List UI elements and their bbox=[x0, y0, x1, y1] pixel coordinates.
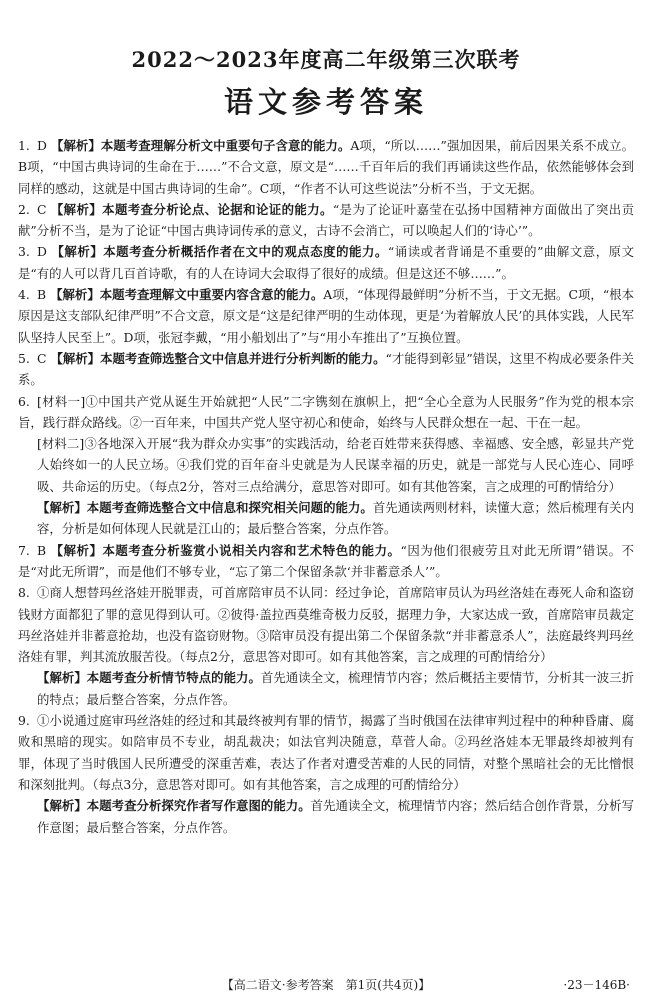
item-number: 5. bbox=[18, 350, 30, 366]
analysis-text: “才能得到彰显”错误，这里不构成必要条件关系。 bbox=[18, 350, 635, 388]
analysis-text: “因为他们很疲劳且对此无所谓”错误。不是“对此无所谓”，而是他们不够专业，“忘了第二个保留条款‘并非蓄意杀人’”。 bbox=[18, 542, 634, 579]
answer-item-1 bbox=[18, 135, 634, 199]
item-number: 1. bbox=[18, 138, 30, 153]
analysis-label: 【解析】本题考查分析概括作者在文中的观点态度的能力。 bbox=[51, 244, 388, 260]
item-number: 8. bbox=[18, 585, 30, 601]
item-answer: B bbox=[37, 287, 47, 303]
item-answer: D bbox=[37, 244, 47, 260]
item-number: 3. bbox=[18, 244, 30, 260]
material-two-text: [材料二]③各地深入开展“我为群众办实事”的实践活动，给老百姓带来获得感、幸福感、安全感，彰显共产党人始终如一的人民立场。④我们党的百年奋斗史就是为人民谋幸福的历史，就是一部党与人民心连心、同呼吸、共命运的历史。（每点2分，答对三点给满分，意思答对即可。如有其他答案，言之成理的可酌情给分） bbox=[37, 436, 634, 494]
analysis-text: 首先通读全文，梳理情节内容；然后概括主要情节，分析其一波三折的特点；最后整合答案，分点作答。 bbox=[37, 670, 635, 707]
page-title: 2022～2023年度高二年级第三次联考 bbox=[131, 47, 521, 72]
analysis-label: 【解析】本题考查理解分析文中重要句子含意的能力。 bbox=[50, 138, 351, 153]
page-subtitle: 语文参考答案 bbox=[223, 85, 428, 119]
item-answer: C bbox=[37, 350, 47, 366]
analysis-label: 【解析】本题考查分析论点、论据和论证的能力。 bbox=[50, 201, 333, 217]
answer-content bbox=[18, 135, 634, 838]
analysis-label: 【解析】本题考查筛选整合文中信息并进行分析判断的能力。 bbox=[50, 350, 386, 366]
item-number: 9. bbox=[18, 713, 30, 729]
analysis-label: 【解析】本题考查分析情节特点的能力。 bbox=[37, 670, 261, 686]
answer-item-9 bbox=[18, 710, 634, 838]
answer-item-8 bbox=[18, 582, 634, 710]
answer-item-6 bbox=[18, 391, 634, 540]
answer-item-5 bbox=[18, 348, 634, 391]
item-answer: D bbox=[37, 138, 47, 153]
answer-text: ①商人想替玛丝洛娃开脱罪责，可首席陪审员不认同：经过争论，首席陪审员认为玛丝洛娃在毒死人命和盗窃钱财方面都犯了罪的意见得到认可。②彼得·盖拉西莫维奇极力反驳，据理力争，大家达成一致，首席陪审员裁定玛丝洛娃并非蓄意抢劫，也没有盗窃财物。③陪审员没有提出第二个保留条款“并非蓄意杀人”，法庭最终判玛丝洛娃有罪，判其流放服苦役。（每点2分，意思答对即可。如有其他答案，言之成理的可酌情给分） bbox=[18, 585, 634, 665]
item-number: 2. bbox=[18, 201, 30, 217]
answer-item-7 bbox=[18, 540, 634, 583]
footer-page-info: 【高二语文·参考答案 第1页(共4页)】 bbox=[221, 978, 431, 992]
analysis-text: A项，“体现得最鲜明”分析不当，于文无据。C项，“根本原因是这支部队纪律严明”不合文意，原文是“这是纪律严明的生动体现，更是‘为着解放人民’的具体实践，人民军队坚持人民至上”。D项，张冠李戴，“用小船划出了”与“用小车推出了”互换位置。 bbox=[18, 287, 634, 345]
item-number: 6. bbox=[18, 393, 30, 409]
material-one-text: [材料一]①中国共产党从诞生开始就把“人民”二字镌刻在旗帜上，把“全心全意为人民服务”作为党的根本宗旨，践行群众路线。②一百年来，中国共产党人坚守初心和使命，始终与人民群众想在一起、干在一起。 bbox=[18, 393, 634, 430]
analysis-text: 首先通读全文，梳理情节内容；然后结合创作背景，分析写作意图；最后整合答案，分点作答。 bbox=[37, 798, 635, 835]
analysis-label: 【解析】本题考查分析鉴赏小说相关内容和艺术特色的能力。 bbox=[50, 542, 401, 558]
item-number: 4. bbox=[18, 287, 30, 303]
analysis-text: A项，“所以……”强加因果，前后因果关系不成立。B项，“中国古典诗词的生命在于……”不合文意，原文是“……千百年后的我们再诵读这些作品，依然能够体会到同样的感动，这就是中国古典诗词的生命”。C项，“作者不认可这些说法”分析不当，于文无据。 bbox=[18, 138, 634, 196]
analysis-label: 【解析】本题考查理解文中重要内容含意的能力。 bbox=[50, 287, 324, 303]
answer-item-3 bbox=[18, 241, 634, 284]
answer-text: ①小说通过庭审玛丝洛娃的经过和其最终被判有罪的情节，揭露了当时俄国在法律审判过程中的种种昏庸、腐败和黑暗的现实。如陪审员不专业，胡乱裁决；如法官判决随意，草菅人命。②玛丝洛娃本无罪最终却被判有罪，体现了当时俄国人民所遭受的深重苦难，表达了作者对遭受苦难的人民的同情，对整个黑暗社会的无比憎恨和深刻批判。（每点3分，意思答对即可。如有其他答案，言之成理的可酌情给分） bbox=[18, 713, 634, 792]
footer-code: ·23－146B· bbox=[563, 978, 630, 992]
analysis-label: 【解析】本题考查分析探究作者写作意图的能力。 bbox=[37, 798, 311, 814]
analysis-label: 【解析】本题考查筛选整合文中信息和探究相关问题的能力。 bbox=[37, 500, 373, 516]
answer-item-2 bbox=[18, 199, 634, 242]
analysis-text: 首先通读两则材料，读懂大意；然后梳理有关内容，分析是如何体现人民就是江山的；最后整合答案，分点作答。 bbox=[37, 500, 635, 537]
item-answer: C bbox=[37, 201, 47, 217]
page-footer bbox=[0, 976, 652, 996]
item-number: 7. bbox=[18, 542, 30, 558]
analysis-text: “是为了论证叶嘉莹在弘扬中国精神方面做出了突出贡献”分析不当，是为了论证“中国古典诗词传承的意义，古诗不会消亡，可以唤起人们的‘诗心’”。 bbox=[18, 201, 634, 239]
answer-item-4 bbox=[18, 284, 634, 348]
analysis-text: “诵读或者背诵是不重要的”曲解文意，原文是“有的人可以背几百首诗歌，有的人在诗词大会取得了很好的成绩。但是这还不够……”。 bbox=[18, 244, 635, 281]
item-answer: B bbox=[37, 542, 47, 558]
